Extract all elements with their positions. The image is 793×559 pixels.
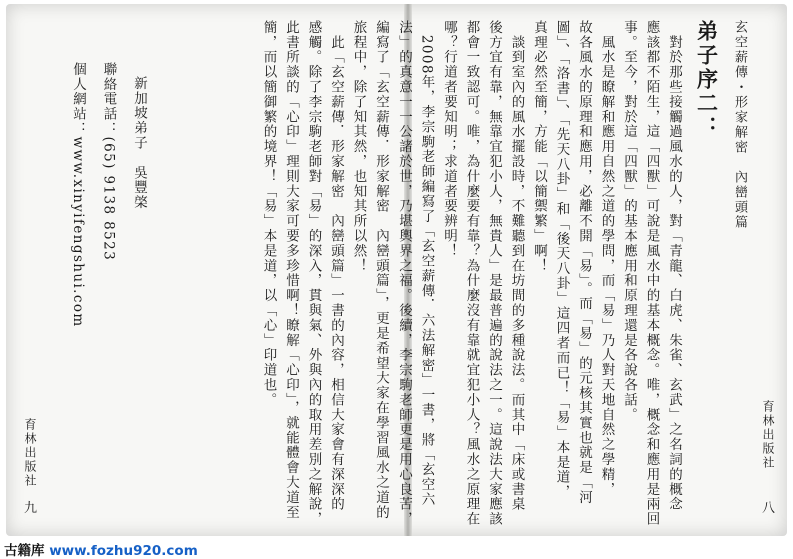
text-column: 應該都不陌生，這「四獸」可說是風水中的基本概念。唯，概念和應用是兩回 [643, 20, 660, 527]
right-page-number: 八 [762, 501, 776, 516]
text-column: 此書所談的「心印」理則大家可要多珍惜啊！瞭解「心印」，就能體會大道至 [283, 20, 299, 520]
text-column: 旅程中，除了知其然，也知其所以然！ [350, 20, 367, 274]
text-column: 簡，而以簡御繁的境界！「易」本是道，以「心」印道也。 [260, 20, 277, 408]
section-title: 弟子序二： [694, 20, 719, 140]
signature-website: 個人網站：www.xinyifengshui.com [70, 62, 86, 328]
left-page [160, 20, 392, 525]
text-column: 都會一致認可。唯，為什麼要有靠？為什麼沒有靠就宜犯小人？風水之原理在 [463, 20, 480, 527]
site-url[interactable]: www.fozhu920.com [49, 543, 198, 559]
text-column: 對於那些接觸過風水的人，對「青龍、白虎、朱雀、玄武」之名詞的概念 [666, 20, 682, 512]
signature-name: 新加坡弟子 吳豐棨 [131, 76, 147, 211]
text-column: 後方宜有靠，無靠宜犯小人，無貴人」是最普遍的說法之一。這說法大家應該 [486, 20, 502, 527]
left-publisher: 育林出版社 [23, 418, 37, 488]
text-column: 真理必然至簡，方能「以簡禦繁」啊！ [531, 20, 547, 274]
text-column: 編寫了「玄空薪傳．形家解密 內巒頭篇」，更是希望大家在學習風水之道的 [373, 20, 389, 520]
text-column: 談到室內的風水擺設時，不難聽到在坊間的多種說法。而其中「床或書桌 [508, 20, 525, 512]
text-column: 故各風水的原理和應用，必離不開「易」。而「易」的元核其實也就是「河 [576, 20, 592, 505]
watermark-footer [0, 537, 793, 559]
signature-phone: 聯絡電話：(65) 9138 8523 [100, 62, 117, 262]
right-page [396, 20, 750, 527]
watermark-text [4, 539, 198, 559]
right-publisher: 育林出版社 [761, 400, 775, 470]
text-column: 風水是瞭解和應用自然之道的學問，而「易」乃人對天地自然之學精， [598, 20, 615, 497]
text-column: 法」的真意一一公諸於世，乃堪輿界之福。後續，李宗駒老師更是用心良苦， [396, 20, 412, 527]
text-column: 事。至今，對於這「四獸」的基本應用和原理還是各說各話。 [621, 20, 637, 423]
signature-block [40, 62, 150, 342]
running-header: 玄空薪傳・形家解密 內巒頭篇 [732, 20, 747, 230]
left-page-number: 九 [24, 501, 38, 516]
text-column: 哪？行道者要知明；求道者要辨明！ [441, 20, 457, 259]
text-column: 感觸。除了李宗駒老師對「易」的深入，貫與氣、外與內的取用差別之解說， [305, 20, 322, 527]
text-column: 2008年，李宗駒老師編寫了「玄空薪傳．六法解密」一書，將「玄空六 [418, 20, 435, 507]
text-column: 此「玄空薪傳．形家解密 內巒頭篇」一書的內容，相信大家會有深深的 [328, 20, 344, 512]
text-column: 圖」、「洛書」、「先天八卦」和「後天八卦」這四者而已！「易」本是道， [553, 20, 570, 500]
site-name: 古籍库 [4, 543, 45, 559]
